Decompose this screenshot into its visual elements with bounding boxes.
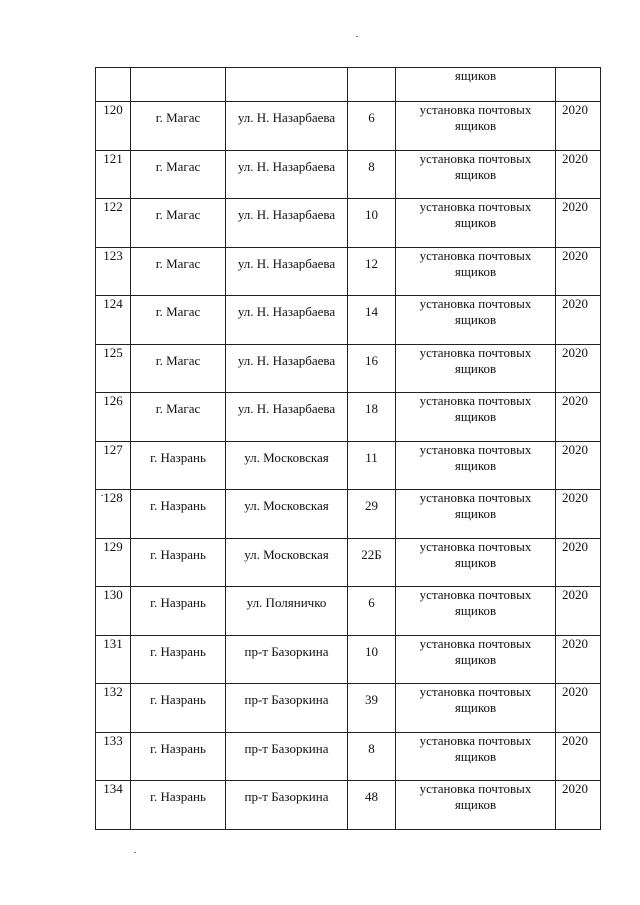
street-text: ул. Н. Назарбаева: [237, 207, 336, 222]
street-cell: [226, 102, 348, 151]
house-cell: [348, 635, 396, 684]
year-text: 2020: [562, 199, 588, 214]
city-text: г. Назрань: [150, 692, 206, 707]
house-cell: [348, 199, 396, 248]
house-number: 10: [365, 207, 378, 222]
work-cell: [396, 150, 556, 199]
city-cell: [131, 684, 226, 733]
work-cell: [396, 635, 556, 684]
work-text: [396, 248, 555, 280]
num-cell: [96, 344, 131, 393]
row-number: 132: [103, 684, 123, 699]
num-cell: [96, 150, 131, 199]
work-cell: [396, 296, 556, 345]
house-cell: [348, 684, 396, 733]
year-text: 2020: [562, 635, 588, 651]
street-cell: [226, 393, 348, 442]
city-cell: [131, 781, 226, 830]
table-row: [96, 587, 601, 636]
table-row: [96, 102, 601, 151]
work-line-2: ящиков: [454, 360, 497, 376]
city-cell: [131, 732, 226, 781]
work-text: [396, 442, 555, 474]
street-text: ул. Н. Назарбаева: [237, 158, 336, 174]
row-number: 129: [103, 538, 123, 554]
street-text: ул. Н. Назарбаева: [237, 255, 336, 271]
address-table: [95, 67, 601, 830]
table-row: [96, 296, 601, 345]
work-cell: [396, 344, 556, 393]
work-text: [396, 199, 555, 231]
work-text: [396, 539, 555, 571]
house-cell: [348, 587, 396, 636]
house-number: 39: [365, 692, 378, 707]
scan-speck: [134, 852, 136, 853]
house-cell: [348, 441, 396, 490]
city-cell: [131, 150, 226, 199]
work-cell: [396, 587, 556, 636]
work-line-2: ящиков: [454, 700, 497, 715]
house-number: 6: [368, 110, 375, 125]
house-number: 22Б: [361, 546, 382, 562]
city-cell: [131, 68, 226, 102]
row-number: 130: [103, 587, 123, 602]
row-number: 122: [103, 199, 123, 214]
table-row: [96, 538, 601, 587]
work-cell: [396, 490, 556, 539]
work-line-2: ящиков: [454, 215, 497, 230]
work-line-2: ящиков: [454, 506, 497, 521]
city-cell: [131, 635, 226, 684]
house-cell: [348, 68, 396, 102]
city-cell: [131, 393, 226, 442]
work-line-2: ящиков: [454, 118, 497, 133]
street-text: ул. Московская: [244, 498, 329, 513]
work-line-1: установка почтовых: [419, 393, 532, 408]
work-cell: [396, 68, 556, 102]
work-line-1: установка почтовых: [419, 635, 532, 651]
work-text: [396, 587, 555, 619]
year-text: 2020: [562, 781, 588, 796]
work-text: [396, 345, 555, 377]
city-text: г. Назрань: [150, 789, 206, 804]
work-line-2: ящиков: [454, 603, 497, 618]
year-text: 2020: [562, 684, 588, 699]
work-line-1: установка почтовых: [419, 781, 532, 796]
year-text: 2020: [562, 247, 588, 263]
work-line-1: установка почтовых: [419, 296, 532, 311]
row-number: 126: [103, 393, 123, 408]
city-cell: [131, 296, 226, 345]
city-text: г. Магас: [155, 304, 201, 319]
city-cell: [131, 102, 226, 151]
row-number: 123: [103, 247, 123, 263]
table-row: [96, 150, 601, 199]
work-cell: [396, 538, 556, 587]
street-text: пр-т Базоркина: [244, 692, 329, 707]
num-cell: [96, 393, 131, 442]
house-cell: [348, 344, 396, 393]
table-row-continuation: [96, 68, 601, 102]
house-number: 18: [365, 401, 378, 416]
table-row: [96, 393, 601, 442]
house-number: 12: [365, 255, 378, 271]
street-cell: [226, 732, 348, 781]
year-text: 2020: [562, 490, 588, 505]
city-cell: [131, 441, 226, 490]
work-text: [396, 684, 555, 716]
num-cell: [96, 490, 131, 539]
work-text: [396, 490, 555, 522]
street-cell: [226, 684, 348, 733]
work-line-2: ящиков: [454, 457, 497, 473]
work-cell: [396, 781, 556, 830]
year-text: 2020: [562, 102, 588, 117]
num-cell: [96, 296, 131, 345]
row-number: 128: [103, 490, 123, 505]
house-cell: [348, 490, 396, 539]
work-text: [396, 393, 555, 425]
city-text: г. Назрань: [150, 546, 206, 562]
num-cell: [96, 199, 131, 248]
work-line-1: установка почтовых: [419, 102, 532, 117]
work-text: [396, 151, 555, 183]
year-text: 2020: [562, 538, 588, 554]
num-cell: [96, 247, 131, 296]
table-row: [96, 781, 601, 830]
num-cell: [96, 538, 131, 587]
street-cell: [226, 68, 348, 102]
city-cell: [131, 538, 226, 587]
year-text: 2020: [562, 393, 588, 408]
street-cell: [226, 587, 348, 636]
num-cell: [96, 587, 131, 636]
work-line-2: ящиков: [454, 263, 497, 279]
num-cell: [96, 441, 131, 490]
work-text: [396, 636, 555, 668]
house-cell: [348, 732, 396, 781]
house-cell: [348, 150, 396, 199]
city-cell: [131, 490, 226, 539]
table-row: [96, 199, 601, 248]
house-number: 6: [368, 595, 375, 610]
work-cell: [396, 199, 556, 248]
work-line-1: установка почтовых: [419, 150, 532, 166]
year-text: 2020: [562, 587, 588, 602]
house-cell: [348, 296, 396, 345]
table-row: [96, 490, 601, 539]
house-number: 8: [368, 740, 375, 756]
house-number: 29: [365, 498, 378, 513]
num-cell: [96, 732, 131, 781]
house-cell: [348, 102, 396, 151]
work-line-2: ящиков: [454, 554, 497, 570]
year-text: 2020: [562, 344, 588, 360]
year-text: 2020: [562, 296, 588, 311]
street-text: ул. Н. Назарбаева: [237, 401, 336, 416]
document-page: [95, 67, 600, 830]
work-cell: [396, 441, 556, 490]
house-number: 11: [365, 449, 378, 465]
work-line-2: ящиков: [454, 166, 497, 182]
street-cell: [226, 781, 348, 830]
work-line-2: ящиков: [454, 312, 497, 327]
work-line-2: ящиков: [454, 748, 497, 764]
street-text: ул. Московская: [244, 449, 329, 465]
work-line-1: установка почтовых: [419, 538, 532, 554]
scan-speck: [356, 36, 358, 37]
street-text: ул. Н. Назарбаева: [237, 110, 336, 125]
street-text: пр-т Базоркина: [244, 643, 329, 659]
year-cell: [556, 781, 601, 830]
year-text: 2020: [562, 732, 588, 748]
street-cell: [226, 490, 348, 539]
city-text: г. Магас: [155, 352, 201, 368]
row-number: 125: [103, 344, 123, 360]
work-text: [396, 102, 555, 134]
work-line-1: установка почтовых: [419, 441, 532, 457]
num-cell: [96, 684, 131, 733]
street-text: ул. Н. Назарбаева: [237, 304, 336, 319]
table-row: [96, 635, 601, 684]
house-cell: [348, 538, 396, 587]
num-cell: [96, 68, 131, 102]
city-text: г. Магас: [155, 158, 201, 174]
num-cell: [96, 781, 131, 830]
num-cell: [96, 635, 131, 684]
row-number: 121: [103, 150, 123, 166]
work-cell: [396, 393, 556, 442]
street-text: пр-т Базоркина: [244, 740, 329, 756]
work-text: [396, 781, 555, 813]
street-cell: [226, 199, 348, 248]
street-text: пр-т Базоркина: [244, 789, 329, 804]
table-row: [96, 247, 601, 296]
row-number: 134: [103, 781, 123, 796]
city-text: г. Назрань: [150, 595, 206, 610]
house-number: 16: [365, 352, 378, 368]
work-line-1: установка почтовых: [419, 247, 532, 263]
city-text: г. Назрань: [150, 498, 206, 513]
work-line-1: установка почтовых: [419, 344, 532, 360]
city-cell: [131, 587, 226, 636]
work-cell: [396, 732, 556, 781]
city-text: г. Назрань: [150, 449, 206, 465]
street-cell: [226, 296, 348, 345]
work-line-1: установка почтовых: [419, 732, 532, 748]
house-number: 14: [365, 304, 378, 319]
row-number: 120: [103, 102, 123, 117]
street-text: ул. Поляничко: [246, 595, 327, 610]
row-number: 131: [103, 635, 123, 651]
city-cell: [131, 199, 226, 248]
street-cell: [226, 635, 348, 684]
row-number: 133: [103, 732, 123, 748]
work-cell: [396, 684, 556, 733]
city-text: г. Назрань: [150, 740, 206, 756]
work-text: [396, 733, 555, 765]
scan-speck: [101, 495, 103, 496]
row-number: 127: [103, 441, 123, 457]
street-cell: [226, 538, 348, 587]
city-text: г. Магас: [155, 401, 201, 416]
work-line-1: установка почтовых: [419, 587, 532, 602]
street-text: ул. Н. Назарбаева: [237, 352, 336, 368]
work-line-1: установка почтовых: [419, 684, 532, 699]
work-line-1: установка почтовых: [419, 490, 532, 505]
table-row: [96, 684, 601, 733]
house-cell: [348, 781, 396, 830]
city-cell: [131, 247, 226, 296]
work-line-2: ящиков: [454, 651, 497, 667]
row-number: 124: [103, 296, 123, 311]
work-text: [396, 296, 555, 328]
house-cell: [348, 393, 396, 442]
street-text: ул. Московская: [244, 546, 329, 562]
city-text: г. Магас: [155, 255, 201, 271]
table-row: [96, 441, 601, 490]
street-cell: [226, 150, 348, 199]
table-row: [96, 732, 601, 781]
house-cell: [348, 247, 396, 296]
house-number: 10: [365, 643, 378, 659]
table-row: [96, 344, 601, 393]
work-cell: [396, 247, 556, 296]
work-cell: [396, 102, 556, 151]
year-text: 2020: [562, 441, 588, 457]
year-text: 2020: [562, 150, 588, 166]
city-text: г. Магас: [155, 207, 201, 222]
street-cell: [226, 441, 348, 490]
num-cell: [96, 102, 131, 151]
work-text: ящиков: [454, 68, 497, 83]
house-number: 48: [365, 789, 378, 804]
city-text: г. Назрань: [150, 643, 206, 659]
house-number: 8: [368, 158, 375, 174]
work-line-2: ящиков: [454, 409, 497, 424]
city-text: г. Магас: [155, 110, 201, 125]
street-cell: [226, 344, 348, 393]
street-cell: [226, 247, 348, 296]
work-line-2: ящиков: [454, 797, 497, 812]
city-cell: [131, 344, 226, 393]
table-body: [96, 68, 601, 830]
work-line-1: установка почтовых: [419, 199, 532, 214]
